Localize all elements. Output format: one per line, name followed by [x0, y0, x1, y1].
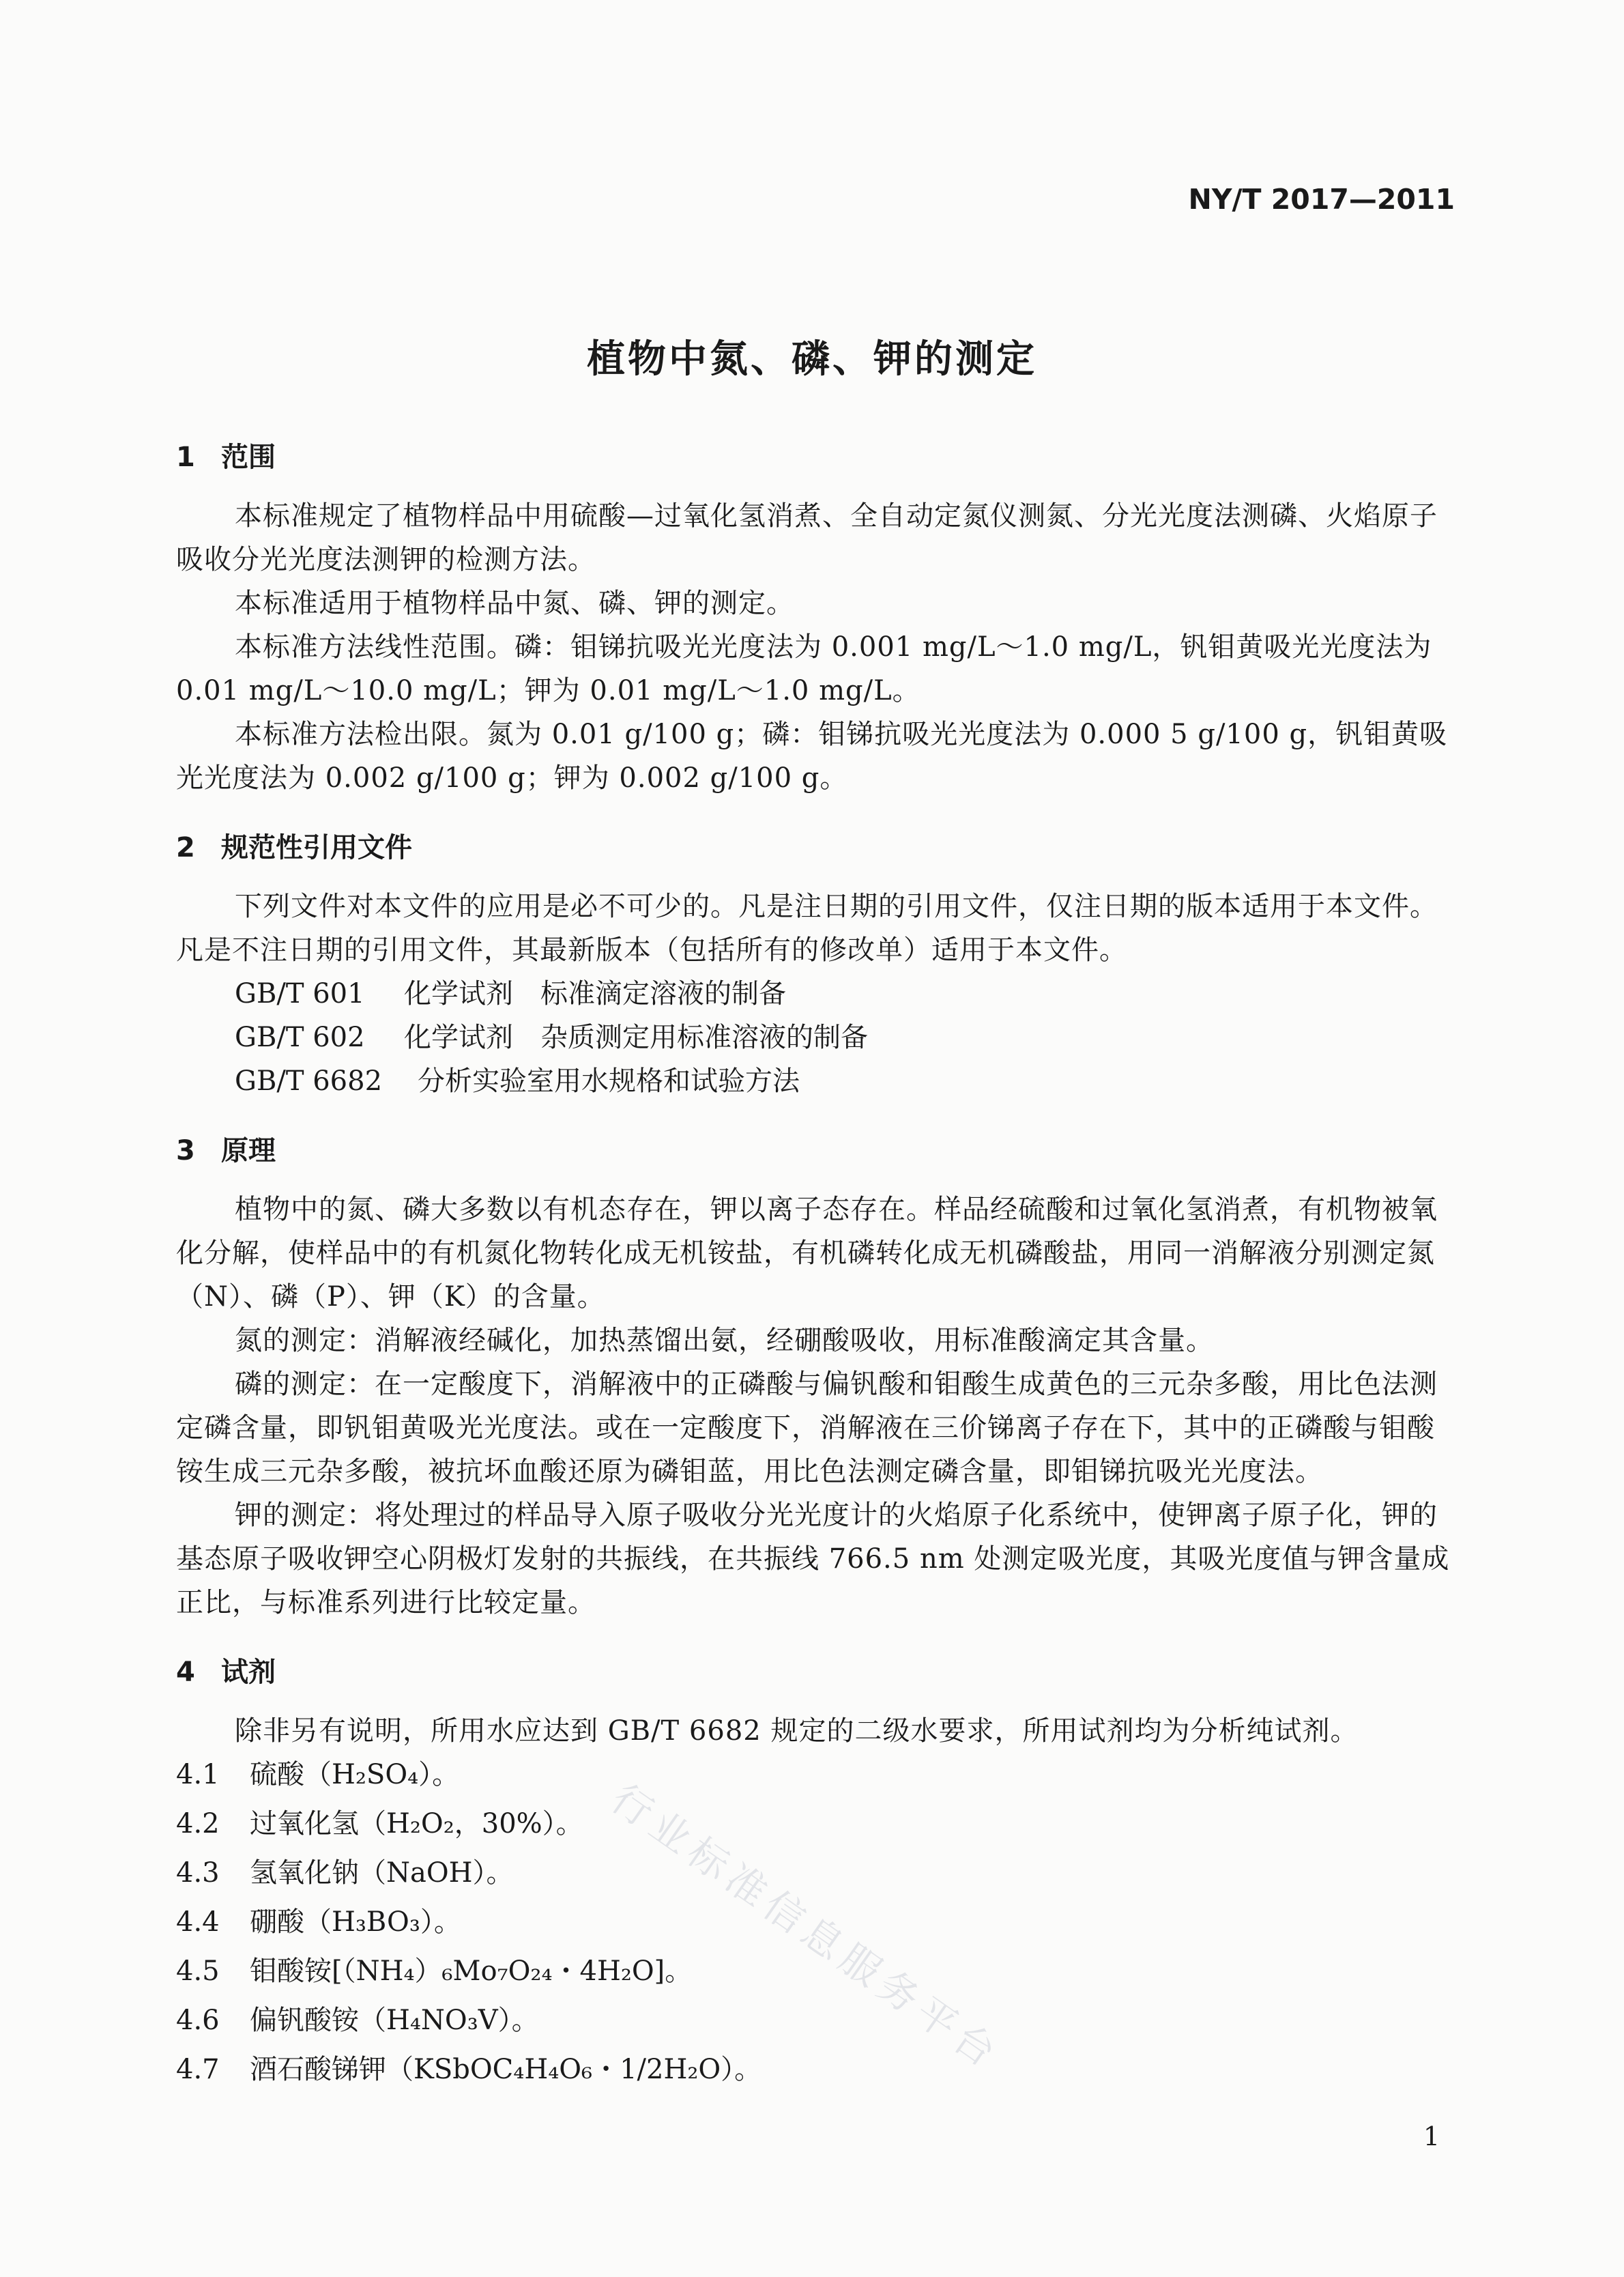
paragraph: 下列文件对本文件的应用是必不可少的。凡是注日期的引用文件，仅注日期的版本适用于本文件。凡是不注日期的引用文件，其最新版本（包括所有的修改单）适用于本文件。: [176, 891, 1438, 966]
section-title: 范围: [221, 442, 276, 473]
section-heading-normative-references: [176, 827, 1458, 868]
item-text: 过氧化氢（H₂O₂，30%）。: [250, 1808, 583, 1839]
reagent-item: [176, 1851, 1458, 1900]
watermark: 行业标准信息服务平台: [603, 1775, 1010, 2080]
item-text: 硼酸（H₃BO₃）。: [250, 1906, 461, 1938]
standard-code: NY/T 2017—2011: [1188, 183, 1455, 216]
item-text: 偏钒酸铵（H₄NO₃V）。: [250, 2005, 539, 2036]
section-number: 4: [176, 1657, 195, 1688]
reagent-item: [176, 2048, 1458, 2097]
paragraph: 除非另有说明，所用水应达到 GB/T 6682 规定的二级水要求，所用试剂均为分析纯试剂。: [235, 1715, 1359, 1747]
reference-item: [176, 1059, 1458, 1103]
section-title: 规范性引用文件: [221, 832, 412, 863]
item-number: 4.6: [176, 2005, 220, 2036]
reagent-item: [176, 1753, 1458, 1802]
section-heading-reagents: [176, 1652, 1458, 1693]
reference-name: 化学试剂 杂质测定用标准溶液的制备: [404, 1022, 868, 1053]
item-number: 4.3: [176, 1857, 220, 1889]
item-number: 4.7: [176, 2054, 220, 2085]
document-body: [176, 437, 1458, 2097]
item-number: 4.5: [176, 1956, 220, 1987]
paragraph: 钾的测定：将处理过的样品导入原子吸收分光光度计的火焰原子化系统中，使钾离子原子化，钾的基态原子吸收钾空心阴极灯发射的共振线，在共振线 766.5 nm 处测定吸光度，其吸光度值与钾含量成正比，与标准系列进行比较定量。: [176, 1500, 1450, 1618]
reference-name: 化学试剂 标准滴定溶液的制备: [404, 978, 786, 1009]
reference-code: GB/T 601: [235, 978, 365, 1009]
section-heading-scope: [176, 437, 1458, 478]
reference-item: [176, 972, 1458, 1016]
paragraph: 磷的测定：在一定酸度下，消解液中的正磷酸与偏钒酸和钼酸生成黄色的三元杂多酸，用比色法测定磷含量，即钒钼黄吸光光度法。或在一定酸度下，消解液在三价锑离子存在下，其中的正磷酸与钼酸铵生成三元杂多酸，被抗坏血酸还原为磷钼蓝，用比色法测定磷含量，即钼锑抗吸光光度法。: [176, 1369, 1438, 1487]
paragraph: 氮的测定：消解液经碱化，加热蒸馏出氨，经硼酸吸收，用标准酸滴定其含量。: [235, 1325, 1214, 1356]
reagent-item: [176, 1802, 1458, 1851]
page-number: 1: [1423, 2121, 1440, 2151]
item-text: 酒石酸锑钾（KSbOC₄H₄O₆・1/2H₂O）。: [250, 2054, 762, 2085]
paragraph: 植物中的氮、磷大多数以有机态存在，钾以离子态存在。样品经硫酸和过氧化氢消煮，有机物被氧化分解，使样品中的有机氮化物转化成无机铵盐，有机磷转化成无机磷酸盐，用同一消解液分别测定氮（N）、磷（P）、钾（K）的含量。: [176, 1194, 1438, 1313]
item-text: 钼酸铵[（NH₄）₆Mo₇O₂₄・4H₂O]。: [250, 1956, 693, 1987]
reference-code: GB/T 602: [235, 1022, 365, 1053]
item-text: 氢氧化钠（NaOH）。: [250, 1857, 514, 1889]
item-number: 4.4: [176, 1906, 220, 1938]
item-number: 4.1: [176, 1759, 220, 1790]
reagent-item: [176, 1999, 1458, 2048]
section-heading-principle: [176, 1130, 1458, 1171]
section-title: 试剂: [221, 1657, 276, 1688]
section-title: 原理: [221, 1135, 276, 1166]
section-number: 2: [176, 832, 195, 863]
item-number: 4.2: [176, 1808, 220, 1839]
paragraph: 本标准适用于植物样品中氮、磷、钾的测定。: [235, 588, 794, 619]
reference-name: 分析实验室用水规格和试验方法: [418, 1065, 800, 1097]
paragraph: 本标准方法检出限。氮为 0.01 g/100 g；磷：钼锑抗吸光光度法为 0.000 5 g/100 g，钒钼黄吸光光度法为 0.002 g/100 g；钾为 0.002 g/100 g。: [176, 719, 1448, 794]
reference-item: [176, 1016, 1458, 1059]
document-title: 植物中氮、磷、钾的测定: [587, 337, 1037, 382]
paragraph: 本标准规定了植物样品中用硫酸—过氧化氢消煮、全自动定氮仪测氮、分光光度法测磷、火焰原子吸收分光光度法测钾的检测方法。: [176, 500, 1438, 575]
section-number: 1: [176, 442, 195, 473]
paragraph: 本标准方法线性范围。磷：钼锑抗吸光光度法为 0.001 mg/L～1.0 mg/L，钒钼黄吸光光度法为 0.01 mg/L～10.0 mg/L；钾为 0.01 mg/L～1.0 mg/L。: [176, 631, 1432, 706]
section-number: 3: [176, 1135, 195, 1166]
item-text: 硫酸（H₂SO₄）。: [250, 1759, 460, 1790]
reference-code: GB/T 6682: [235, 1065, 383, 1097]
